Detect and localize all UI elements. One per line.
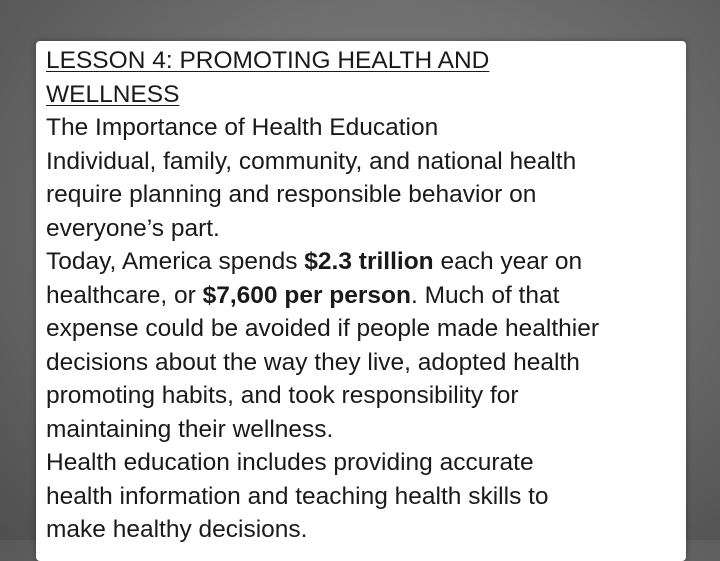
paragraph-1-line-3: everyone’s part. xyxy=(46,214,220,242)
lesson-title-line-2: WELLNESS xyxy=(46,80,180,108)
paragraph-2-line-4: decisions about the way they live, adopted health xyxy=(46,348,580,376)
paragraph-1-line-1: Individual, family, community, and national health xyxy=(46,147,577,175)
paragraph-2-line-6: maintaining their wellness. xyxy=(46,415,334,443)
paragraph-1-line-2: require planning and responsible behavior on xyxy=(46,181,537,208)
paragraph-2-line-2 xyxy=(46,279,686,313)
slide-text-body xyxy=(46,44,686,547)
paragraph-3-line-3: make healthy decisions. xyxy=(46,516,308,543)
paragraph-2-line-1-post: each year on xyxy=(433,248,583,275)
section-subtitle: The Importance of Health Education xyxy=(46,114,439,141)
paragraph-2-line-2-post: . Much of that xyxy=(410,281,560,309)
paragraph-3-line-1: Health education includes providing accurate xyxy=(46,449,534,476)
lesson-title-line-1: LESSON 4: PROMOTING HEALTH AND xyxy=(46,47,490,74)
paragraph-2-line-2-pre: healthcare, or xyxy=(46,281,203,309)
slide-content-panel xyxy=(36,41,686,561)
paragraph-2-line-3: expense could be avoided if people made healthier xyxy=(46,315,600,342)
per-person-spending-amount: $7,600 per person xyxy=(202,281,411,309)
paragraph-2-line-5: promoting habits, and took responsibility for xyxy=(46,382,519,409)
healthcare-spending-amount: $2.3 trillion xyxy=(304,248,434,275)
paragraph-3-line-2: health information and teaching health skills to xyxy=(46,482,549,510)
paragraph-2-line-1 xyxy=(46,245,686,279)
paragraph-2-line-1-pre: Today, America spends xyxy=(46,248,305,275)
